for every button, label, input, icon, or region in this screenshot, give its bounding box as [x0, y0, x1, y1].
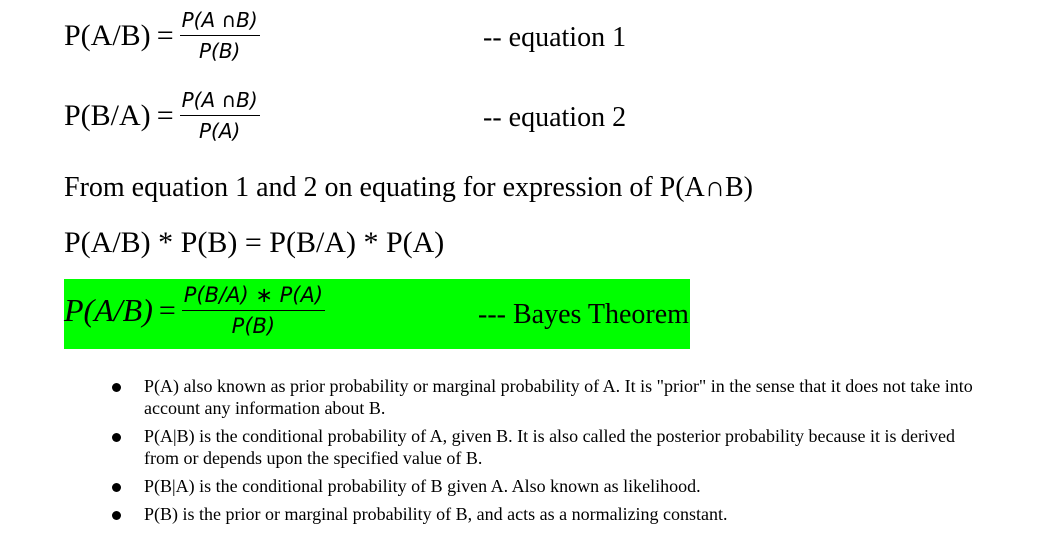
definition-text: P(B) is the prior or marginal probability of B, and acts as a normalizing constant.: [144, 504, 728, 524]
equation-1-numerator: P(A ∩B): [180, 8, 260, 36]
definitions-list: [104, 375, 984, 531]
equation-2-fraction: [180, 88, 260, 143]
equation-1-denominator: P(B): [198, 39, 241, 63]
list-item: [104, 475, 984, 497]
equation-2-tag: -- equation 2: [483, 102, 627, 133]
bayes-denominator: P(B): [231, 314, 276, 338]
bayes-equation: [64, 283, 325, 338]
definition-text: P(A|B) is the conditional probability of A, given B. It is also called the posterior probability because it is derived from or depends upon the specified value of B.: [144, 426, 955, 468]
bayes-numerator: P(B/A) ∗ P(A): [182, 283, 325, 311]
equation-1-fraction: [180, 8, 260, 63]
equation-2-denominator: P(A): [198, 119, 241, 143]
equation-1-tag: -- equation 1: [483, 22, 627, 53]
equals-sign: =: [156, 18, 174, 52]
equation-2-numerator: P(A ∩B): [180, 88, 260, 116]
bayes-fraction: [182, 283, 325, 338]
equation-2-lhs: P(B/A): [64, 98, 151, 132]
equals-sign: =: [156, 98, 174, 132]
product-equation: P(A/B) * P(B) = P(B/A) * P(A): [64, 226, 445, 259]
bullet-icon: [112, 511, 121, 520]
bayes-theorem-tag: --- Bayes Theorem: [478, 299, 689, 330]
from-equations-text: From equation 1 and 2 on equating for expression of P(A∩B): [64, 172, 753, 203]
list-item: [104, 503, 984, 525]
equation-1: [64, 8, 260, 63]
list-item: [104, 375, 984, 419]
bayes-theorem-highlight: [64, 279, 690, 349]
definition-text: P(A) also known as prior probability or marginal probability of A. It is "prior" in the sense that it does not take into account any information about B.: [144, 376, 973, 418]
bayes-lhs: P(A/B): [64, 292, 153, 328]
definition-text: P(B|A) is the conditional probability of B given A. Also known as likelihood.: [144, 476, 701, 496]
bullet-icon: [112, 433, 121, 442]
equals-sign: =: [158, 293, 176, 327]
equation-2: [64, 88, 260, 143]
bullet-icon: [112, 483, 121, 492]
list-item: [104, 425, 984, 469]
equation-1-lhs: P(A/B): [64, 18, 151, 52]
bullet-icon: [112, 383, 121, 392]
